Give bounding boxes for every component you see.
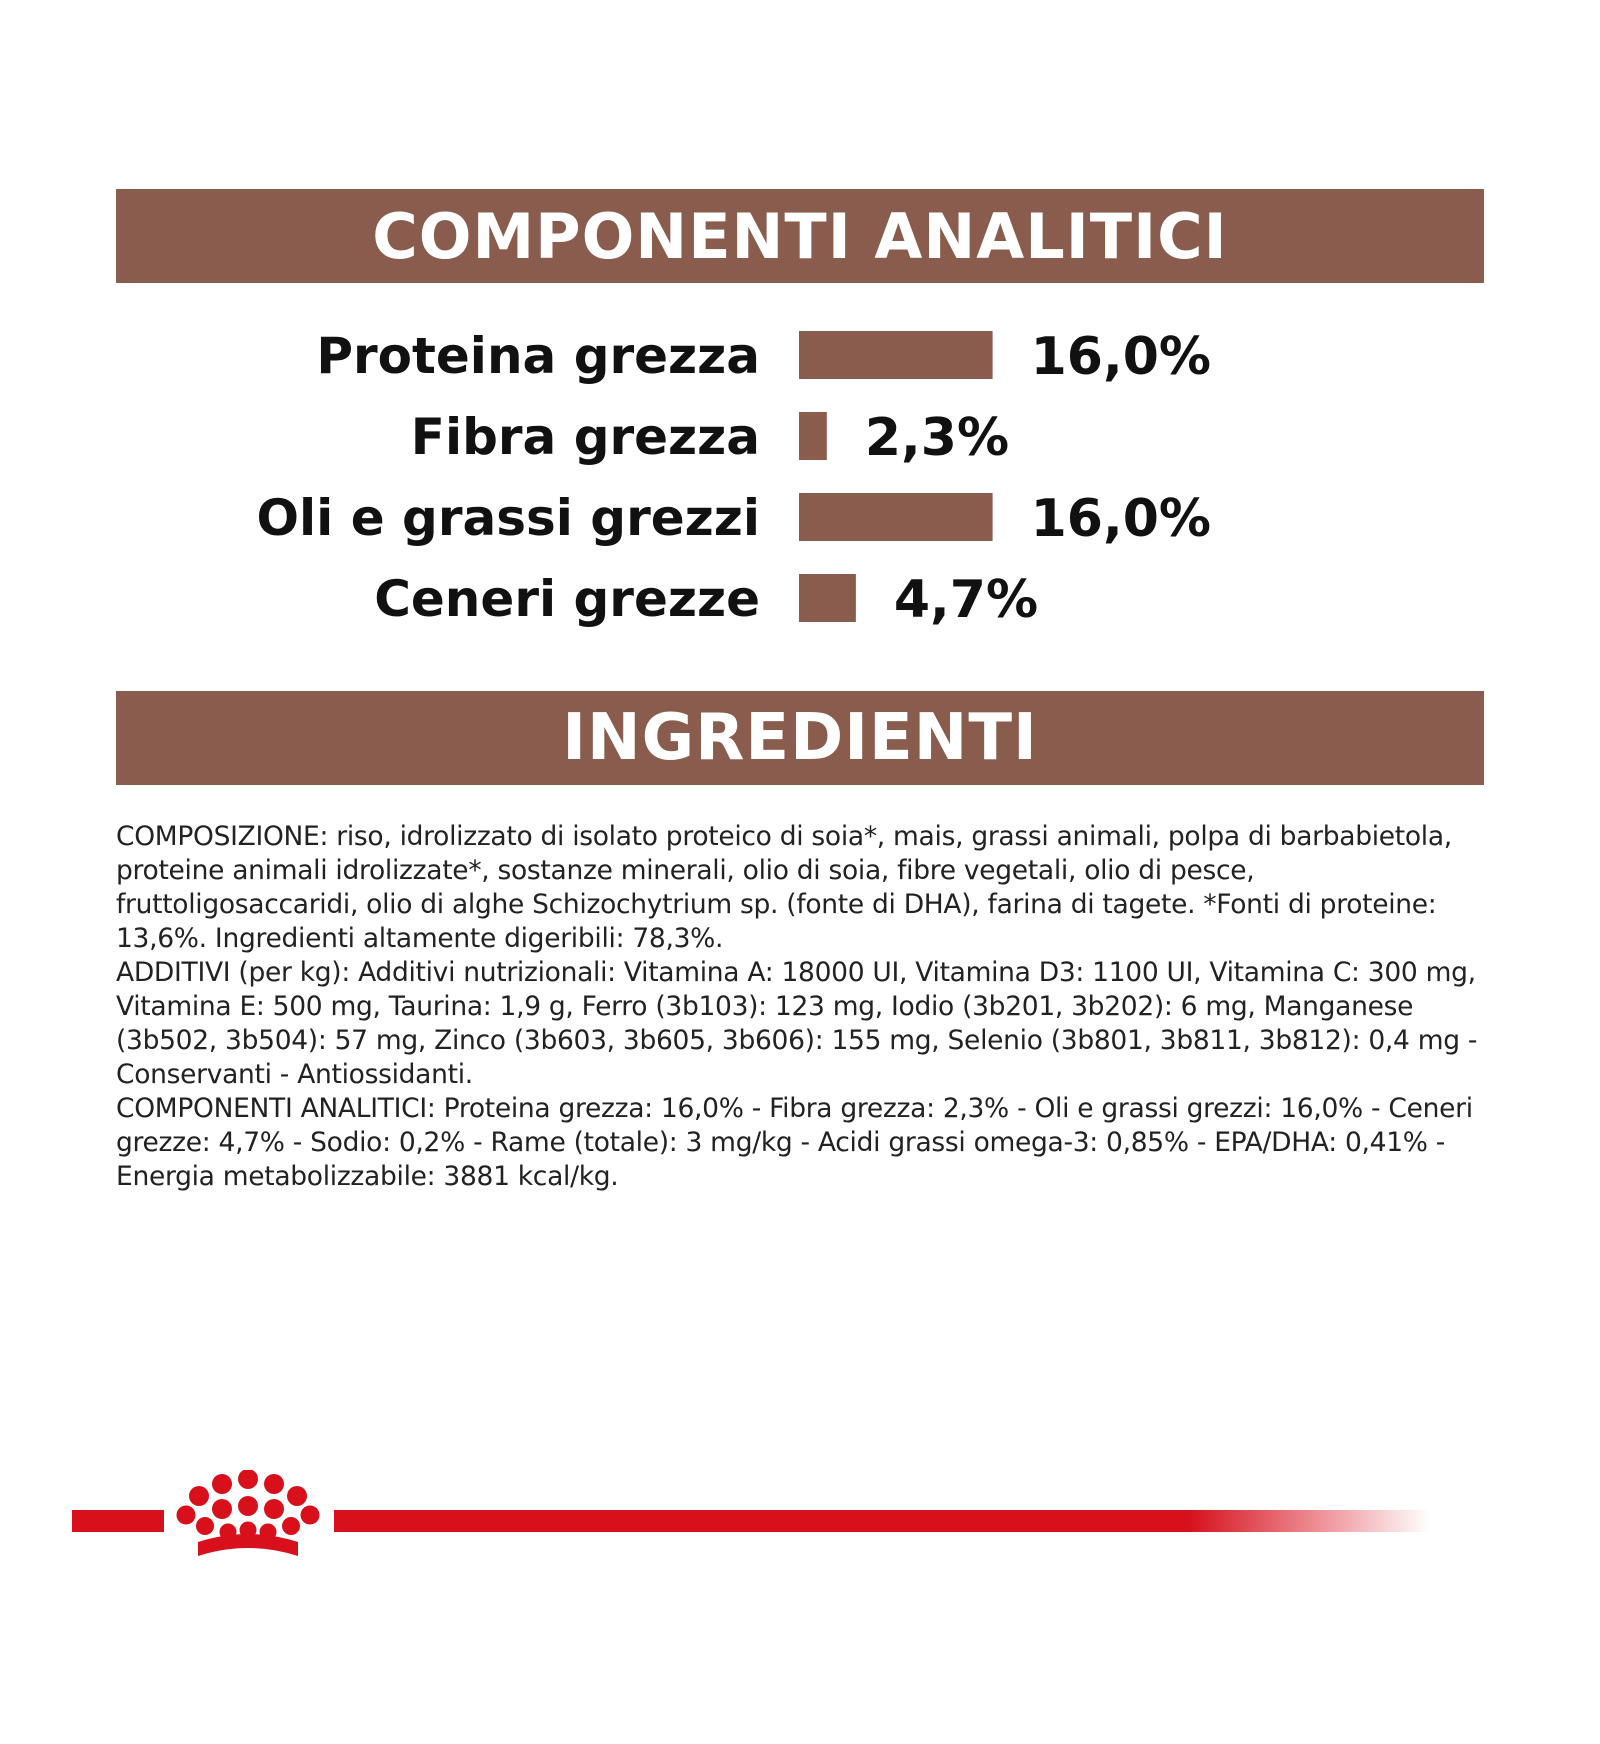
row-label: Oli e grassi grezzi	[256, 489, 760, 547]
bar	[799, 493, 993, 541]
red-line-right	[334, 1510, 1430, 1532]
composition-paragraph: COMPOSIZIONE: riso, idrolizzato di isolato proteico di soia*, mais, grassi animali, polpa di barbabietola, proteine animali idrolizzate*, sostanze minerali, olio di soia, fibre vegetali, olio di pesce, fruttoligosaccaridi, olio di alghe Schizochytrium sp. (fonte di DHA), farina di tagete. *Fonti di proteine: 13,6%. Ingredienti altamente digeribili: 78,3%.	[116, 821, 1452, 954]
row-label: Fibra grezza	[410, 408, 760, 466]
ingredients-text	[116, 820, 1486, 1194]
row-label: Proteina grezza	[316, 327, 760, 385]
value-label: 16,0%	[1030, 327, 1212, 387]
analytic-components-title: COMPONENTI ANALITICI	[372, 199, 1228, 273]
crown-logo-icon	[177, 1470, 320, 1556]
analytic-components-header	[116, 189, 1484, 283]
analytic-components-paragraph: COMPONENTI ANALITICI: Proteina grezza: 16,0% - Fibra grezza: 2,3% - Oli e grassi grezzi: 16,0% - Ceneri grezze: 4,7% - Sodio: 0,2% - Rame (totale): 3 mg/kg - Acidi grassi omega-3: 0,85% - EPA/DHA: 0,41% - Energia metabolizzabile: 3881 kcal/kg.	[116, 1093, 1473, 1192]
ingredients-header	[116, 691, 1484, 785]
row-label: Ceneri grezze	[374, 570, 760, 628]
bar	[799, 574, 856, 622]
bar	[799, 412, 827, 460]
value-label: 4,7%	[893, 570, 1039, 630]
red-line-left	[72, 1510, 164, 1532]
additives-paragraph: ADDITIVI (per kg): Additivi nutrizionali: Vitamina A: 18000 UI, Vitamina D3: 1100 UI, Vitamina C: 300 mg, Vitamina E: 500 mg, Taurina: 1,9 g, Ferro (3b103): 123 mg, Iodio (3b201, 3b202): 6 mg, Manganese (3b502, 3b504): 57 mg, Zinco (3b603, 3b605, 3b606): 155 mg, Selenio (3b801, 3b811, 3b812): 0,4 mg - Conservanti - Antiossidanti.	[116, 957, 1478, 1090]
ingredients-title: INGREDIENTI	[562, 701, 1038, 775]
value-label: 16,0%	[1030, 489, 1212, 549]
value-label: 2,3%	[864, 408, 1010, 468]
bar	[799, 331, 993, 379]
analytic-components-chart	[0, 300, 1600, 640]
brand-footer-line	[0, 1470, 1600, 1570]
